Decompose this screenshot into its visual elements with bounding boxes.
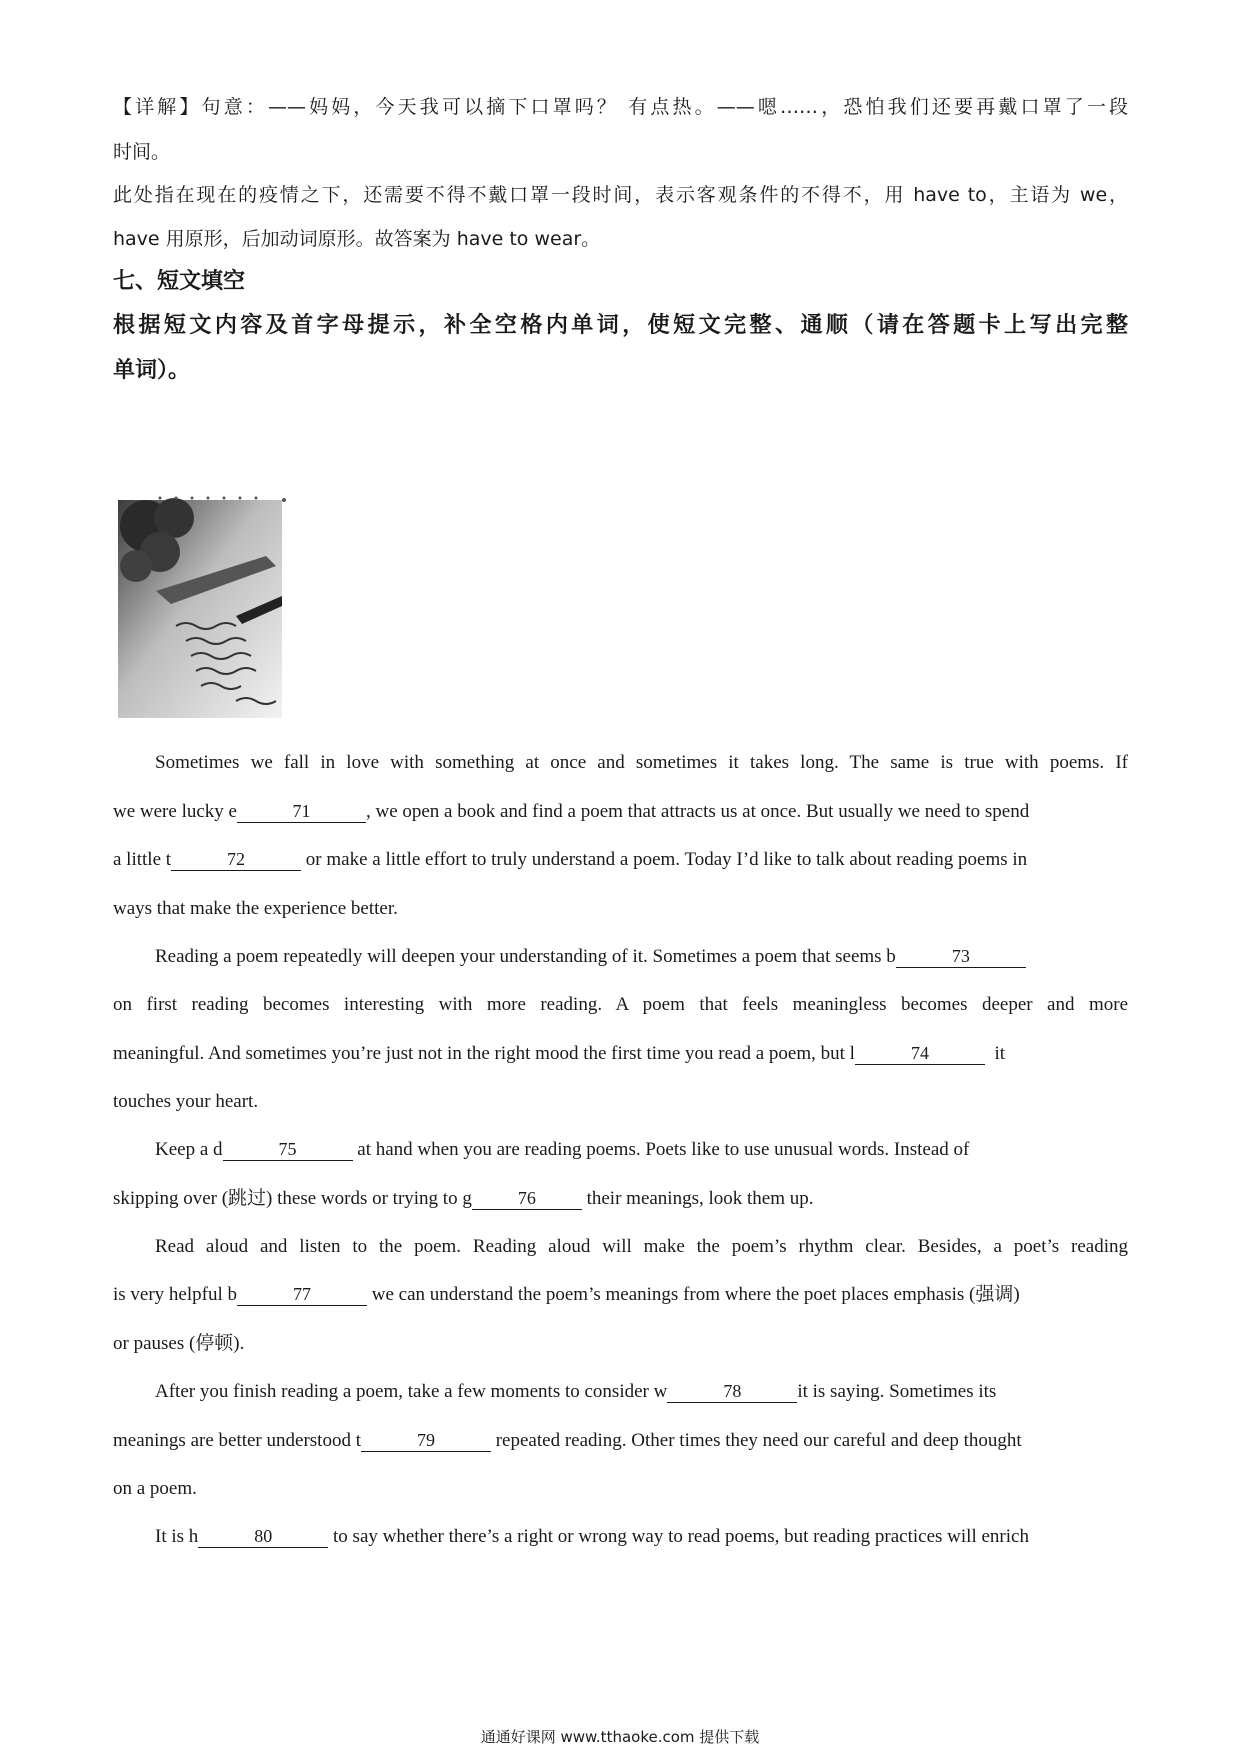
blank-77-number: 77 [293, 1284, 312, 1304]
blank-74-number: 74 [910, 1043, 929, 1063]
p4-line-1: Read aloud and listen to the poem. Reading aloud will make the poem’s rhythm clear. Besides, a poet’s reading [155, 1236, 1128, 1257]
section-instruction-line-2: 单词）。 [113, 358, 191, 383]
p5-line-1-text-b: it is saying. Sometimes its [797, 1381, 997, 1402]
p4-line-2-text-a: is very helpful b [113, 1284, 238, 1305]
p3-line-2-text-a: skipping over (跳过) these words or trying to g [113, 1188, 472, 1209]
p1-line-2-text-b: , we open a book and find a poem that attracts us at once. But usually we need to spend [365, 801, 1030, 822]
blank-77[interactable] [237, 1283, 367, 1306]
p2-line-1-text-a: Reading a poem repeatedly will deepen your understanding of it. Sometimes a poem that seems b [155, 946, 896, 967]
blank-72[interactable] [171, 848, 301, 871]
p5-line-1 [155, 1378, 1128, 1406]
p3-line-1 [155, 1136, 1128, 1164]
blank-80[interactable] [198, 1525, 328, 1548]
blank-73-number: 73 [951, 946, 970, 966]
detail-line-3: 此处指在现在的疫情之下，还需要不得不戴口罩一段时间，表示客观条件的不得不，用 have to，主语为 we， [113, 184, 1128, 206]
blank-73[interactable] [896, 945, 1026, 968]
p3-line-1-text-a: Keep a d [155, 1139, 223, 1160]
letter-photo-image [116, 496, 288, 724]
p4-line-2 [113, 1281, 1128, 1309]
p1-line-2 [113, 798, 1128, 826]
blank-76[interactable] [472, 1187, 582, 1210]
p6-line-1-text-b: to say whether there’s a right or wrong way to read poems, but reading practices will enrich [333, 1526, 1029, 1547]
blank-75-number: 75 [278, 1139, 297, 1159]
p5-line-1-text-a: After you finish reading a poem, take a few moments to consider w [155, 1381, 668, 1402]
p2-line-1 [155, 943, 1128, 971]
detail-line-2: 时间。 [113, 141, 171, 163]
detail-line-4: have 用原形，后加动词原形。故答案为 have to wear。 [113, 228, 601, 250]
blank-71[interactable] [237, 800, 366, 823]
p1-line-3-text-b: or make a little effort to truly understand a poem. Today I’d like to talk about reading poems in [305, 849, 1028, 870]
p3-line-1-text-b: at hand when you are reading poems. Poets like to use unusual words. Instead of [357, 1139, 970, 1160]
p5-line-2 [113, 1427, 1128, 1455]
p1-line-1: Sometimes we fall in love with something at once and sometimes it takes long. The same is true with poems. If [155, 752, 1128, 773]
p5-line-2-text-b: repeated reading. Other times they need our careful and deep thought [495, 1430, 1022, 1451]
blank-72-number: 72 [227, 849, 246, 869]
blank-71-number: 71 [292, 801, 311, 821]
p4-line-3: or pauses (停顿). [113, 1333, 245, 1354]
blank-75[interactable] [223, 1138, 353, 1161]
p1-line-3-text-a: a little t [113, 849, 172, 870]
detail-line-1: 【详解】句意：——妈妈，今天我可以摘下口罩吗？ 有点热。——嗯……，恐怕我们还要再戴口罩了一段 [113, 96, 1128, 118]
blank-80-number: 80 [254, 1526, 273, 1546]
section-heading: 七、短文填空 [113, 269, 246, 294]
p2-line-3 [113, 1040, 1128, 1068]
blank-79[interactable] [361, 1429, 491, 1452]
p5-line-3: on a poem. [113, 1478, 197, 1499]
p5-line-2-text-a: meanings are better understood t [113, 1430, 361, 1451]
p1-line-4: ways that make the experience better. [113, 898, 398, 919]
blank-79-number: 79 [416, 1430, 435, 1450]
p3-line-2-text-b: their meanings, look them up. [586, 1188, 814, 1209]
p2-line-3-text-b: it [994, 1043, 1005, 1064]
p1-line-2-text-a: we were lucky e [113, 801, 237, 822]
p4-line-2-text-b: we can understand the poem’s meanings from where the poet places emphasis (强调) [371, 1284, 1020, 1305]
p2-line-2: on first reading becomes interesting with more reading. A poem that feels meaningless becomes deeper and more [113, 994, 1128, 1015]
blank-74[interactable] [855, 1042, 985, 1065]
blank-78[interactable] [667, 1380, 797, 1403]
blank-76-number: 76 [517, 1188, 536, 1208]
p1-line-3 [113, 846, 1128, 874]
p6-line-1 [155, 1523, 1128, 1551]
p2-line-3-text-a: meaningful. And sometimes you’re just not in the right mood the first time you read a poem, but l [113, 1043, 855, 1064]
page-footer: 通通好课网 www.tthaoke.com 提供下载 [480, 1728, 760, 1746]
p6-line-1-text-a: It is h [155, 1526, 199, 1547]
section-instruction-line-1: 根据短文内容及首字母提示，补全空格内单词，使短文完整、通顺（请在答题卡上写出完整 [113, 313, 1128, 338]
p2-line-4: touches your heart. [113, 1091, 259, 1112]
p3-line-2 [113, 1185, 1128, 1213]
blank-78-number: 78 [723, 1381, 742, 1401]
